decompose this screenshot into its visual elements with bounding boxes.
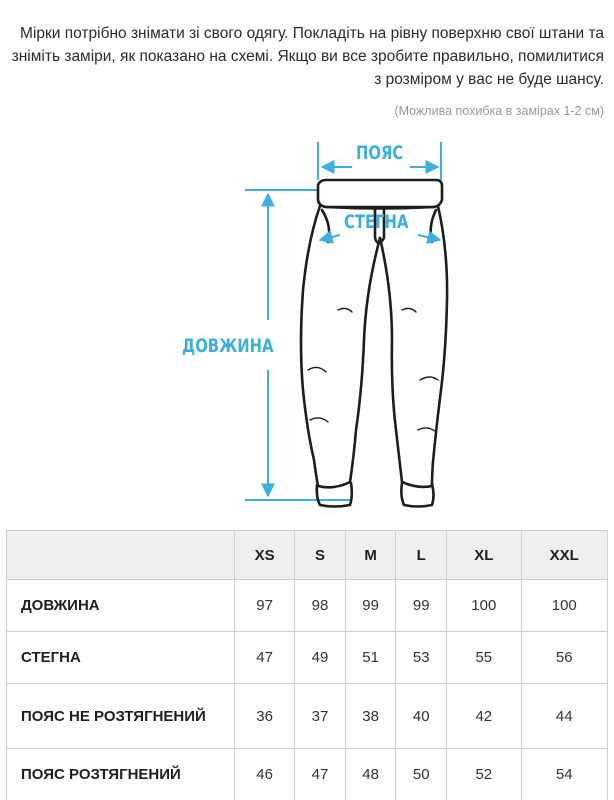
hips-label: СТЕГНА (344, 211, 409, 233)
table-cell: 53 (396, 632, 447, 684)
left-inner-leg (350, 238, 380, 482)
size-header-xxl: XXL (521, 531, 607, 580)
table-cell: 46 (235, 749, 295, 800)
table-cell: 37 (295, 684, 346, 749)
length-label: ДОВЖИНА (182, 335, 274, 357)
pants-illustration (0, 130, 614, 520)
size-header-xl: XL (447, 531, 522, 580)
table-cell: 52 (447, 749, 522, 800)
table-cell: 100 (447, 580, 522, 632)
row-label-waist-stretched: ПОЯС РОЗТЯГНЕНИЙ (7, 749, 235, 800)
table-cell: 55 (447, 632, 522, 684)
intro-text: Мірки потрібно знімати зі свого одягу. Покладіть на рівну поверхню свої штани та зніміть заміри, як показано на схемі. Якщо ви все зробите правильно, помилитися з розміром у вас не буде шансу. (11, 25, 604, 88)
size-header-l: L (396, 531, 447, 580)
table-row-hips (7, 632, 608, 684)
table-cell: 47 (235, 632, 295, 684)
size-header-row (7, 531, 608, 580)
table-cell: 99 (396, 580, 447, 632)
hips-arrow-right (418, 235, 440, 240)
waistband (318, 180, 442, 207)
size-chart-table (6, 530, 608, 800)
table-cell: 38 (345, 684, 396, 749)
size-header-m: M (345, 531, 396, 580)
table-cell: 100 (521, 580, 607, 632)
right-inner-leg (380, 238, 402, 482)
header-corner-cell (7, 531, 235, 580)
table-row-waist-relaxed (7, 684, 608, 749)
pants-measurement-diagram (0, 130, 614, 520)
table-cell: 36 (235, 684, 295, 749)
row-label-length: ДОВЖИНА (7, 580, 235, 632)
table-cell: 98 (295, 580, 346, 632)
table-cell: 48 (345, 749, 396, 800)
table-cell: 47 (295, 749, 346, 800)
table-cell: 40 (396, 684, 447, 749)
right-leg-outline (432, 206, 447, 486)
table-cell: 49 (295, 632, 346, 684)
table-row-length (7, 580, 608, 632)
measurement-error-note: (Можлива похибка в замірах 1-2 см) (394, 104, 604, 118)
table-cell: 42 (447, 684, 522, 749)
size-header-xs: XS (235, 531, 295, 580)
table-cell: 97 (235, 580, 295, 632)
table-cell: 44 (521, 684, 607, 749)
table-cell: 50 (396, 749, 447, 800)
table-cell: 54 (521, 749, 607, 800)
table-cell: 56 (521, 632, 607, 684)
row-label-hips: СТЕГНА (7, 632, 235, 684)
table-row-waist-stretched (7, 749, 608, 800)
row-label-waist-relaxed: ПОЯС НЕ РОЗТЯГНЕНИЙ (7, 684, 235, 749)
left-leg-outline (301, 206, 320, 486)
table-cell: 51 (345, 632, 396, 684)
table-cell: 99 (345, 580, 396, 632)
size-header-s: S (295, 531, 346, 580)
waist-label: ПОЯС (356, 142, 404, 164)
